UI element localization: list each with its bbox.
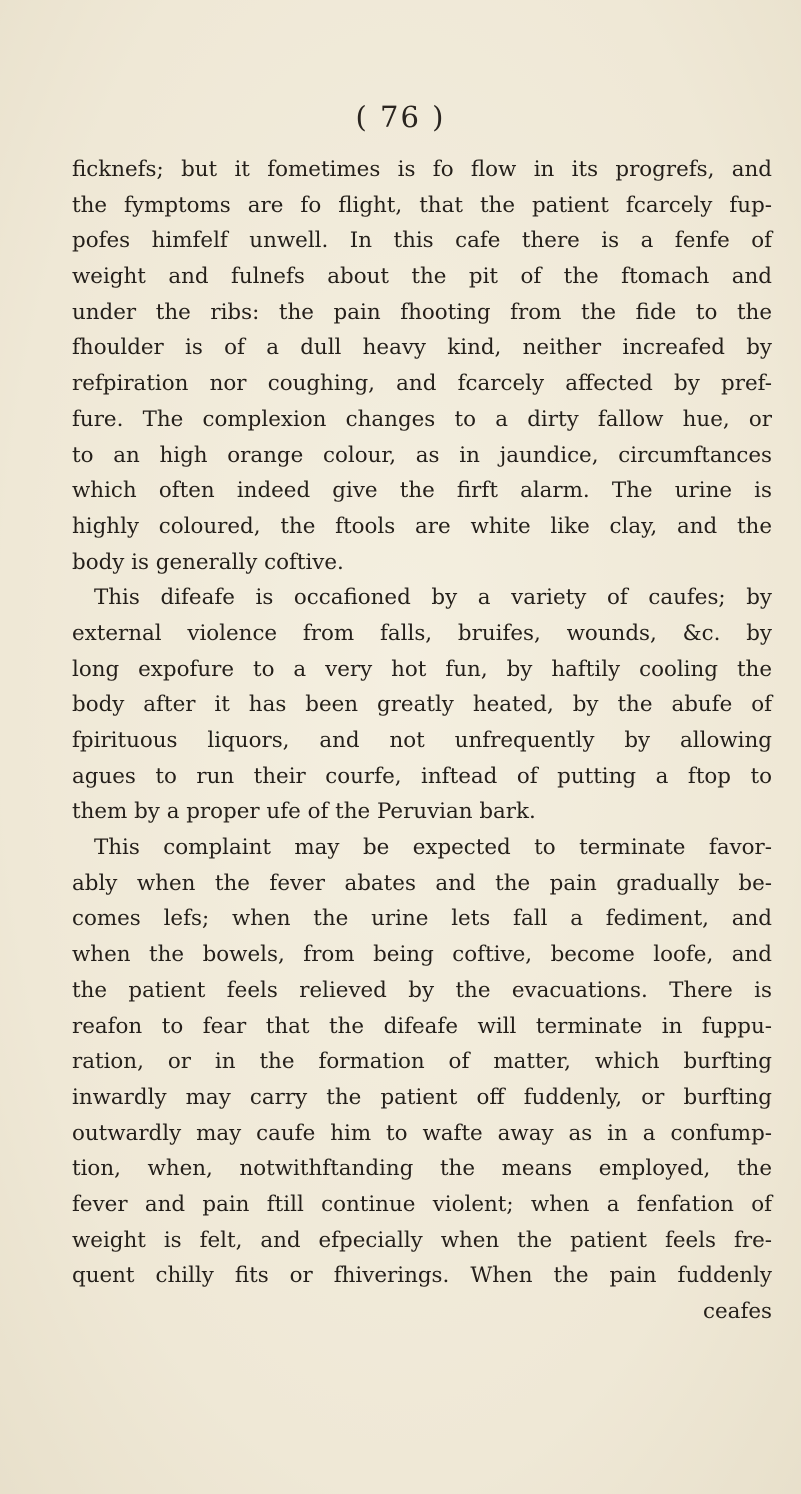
text-line: when the bowels, from being coftive, become loofe, and [72, 942, 772, 968]
text-line: long expofure to a very hot fun, by haftily cooling the [72, 656, 772, 682]
text-line: comes lefs; when the urine lets fall a fediment, and [72, 906, 772, 932]
text-line: weight is felt, and efpecially when the patient feels fre- [72, 1227, 772, 1253]
text-line: fure. The complexion changes to a dirty fallow hue, or [72, 406, 772, 432]
text-line: to an high orange colour, as in jaundice, circumftances [72, 442, 772, 468]
text-line: ably when the fever abates and the pain gradually be- [72, 870, 772, 896]
text-line: fever and pain ftill continue violent; when a fenfation of [72, 1191, 772, 1217]
text-line: highly coloured, the ftools are white like clay, and the [72, 513, 772, 539]
text-line: pofes himfelf unwell. In this cafe there is a fenfe of [72, 228, 772, 254]
text-line: weight and fulnefs about the pit of the ftomach and [72, 264, 772, 290]
text-line: outwardly may caufe him to wafte away as in a confump- [72, 1120, 772, 1146]
text-line: body after it has been greatly heated, by the abufe of [72, 692, 772, 718]
text-line: ration, or in the formation of matter, which burfting [72, 1049, 772, 1075]
text-line: which often indeed give the firft alarm. The urine is [72, 478, 772, 504]
text-line: the patient feels relieved by the evacuations. There is [72, 977, 772, 1003]
text-line: reafon to fear that the difeafe will terminate in fuppu- [72, 1013, 772, 1039]
paragraph-end-line: them by a proper ufe of the Peruvian bark. [72, 799, 536, 825]
text-line: refpiration nor coughing, and fcarcely affected by pref- [72, 371, 772, 397]
text-line: fpirituous liquors, and not unfrequently by allowing [72, 728, 772, 753]
text-line: under the ribs: the pain fhooting from the fide to the [72, 299, 772, 325]
text-line: fhoulder is of a dull heavy kind, neither increafed by [72, 335, 772, 361]
text-line: tion, when, notwithftanding the means employed, the [72, 1156, 772, 1182]
paragraph-start-line: This complaint may be expected to terminate favor- [94, 835, 772, 861]
body-text [72, 152, 772, 1330]
text-line: inwardly may carry the patient off fuddenly, or burfting [72, 1084, 772, 1110]
paragraph-end-line: body is generally coftive. [72, 549, 344, 575]
text-line: the fymptoms are fo flight, that the patient fcarcely fup- [72, 192, 772, 218]
text-line: external violence from falls, bruifes, wounds, &c. by [72, 620, 772, 646]
text-line: quent chilly fits or fhiverings. When the pain fuddenly [72, 1263, 772, 1289]
text-line: agues to run their courfe, inftead of putting a ftop to [72, 763, 772, 789]
catchword: ceafes [703, 1299, 772, 1324]
text-line: ficknefs; but it fometimes is fo flow in its progrefs, and [72, 157, 772, 182]
paragraph-start-line: This difeafe is occafioned by a variety of caufes; by [94, 585, 772, 611]
page-number: ( 76 ) [355, 100, 446, 134]
